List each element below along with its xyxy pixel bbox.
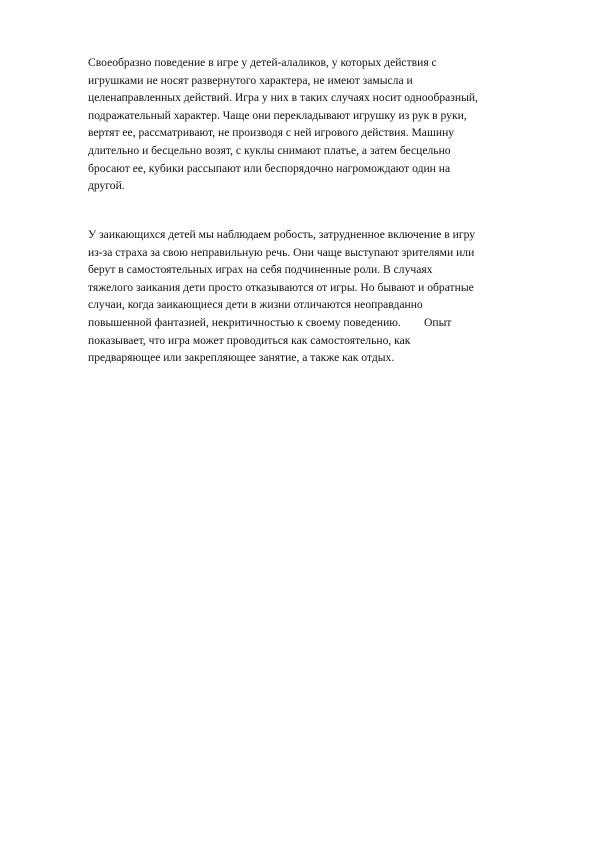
paragraph-stuttering	[88, 226, 528, 367]
text-line: подражательный характер. Чаще они перекладывают игрушку из рук в руки,	[88, 108, 467, 122]
text-line: Своеобразно поведение в игре у детей-алаликов, у которых действия с	[88, 56, 437, 69]
paragraph-alalia	[88, 54, 528, 195]
text-line: другой.	[88, 179, 125, 193]
text-line: показывает, что игра может проводиться как самостоятельно, как	[88, 333, 411, 347]
text-line: вертят ее, рассматривают, не производя с ней игрового действия. Машину	[88, 126, 455, 140]
text-line: берут в самостоятельных играх на себя подчиненные роли. В случаях	[88, 263, 433, 277]
text-line: У заикающихся детей мы наблюдаем робость, затрудненное включение в игру	[88, 228, 476, 241]
text-line: повышенной фантазией, некритичностью к своему поведению. Опыт	[88, 315, 452, 329]
text-line: игрушками не носят развернутого характера, не имеют замысла и	[88, 73, 413, 87]
text-line: бросают ее, кубики рассыпают или беспорядочно нагромождают один на	[88, 161, 451, 175]
text-line: тяжелого заикания дети просто отказываются от игры. Но бывают и обратные	[88, 280, 474, 294]
text-line: длительно и бесцельно возят, с куклы снимают платье, а затем бесцельно	[88, 143, 451, 157]
text-line: из-за страха за свою неправильную речь. Они чаще выступают зрителями или	[88, 245, 475, 259]
text-line: целенаправленных действий. Игра у них в таких случаях носит однообразный,	[88, 91, 478, 105]
text-line: предваряющее или закрепляющее занятие, а также как отдых.	[88, 351, 395, 365]
text-line: случаи, когда заикающиеся дети в жизни отличаются неоправданно	[88, 298, 423, 312]
